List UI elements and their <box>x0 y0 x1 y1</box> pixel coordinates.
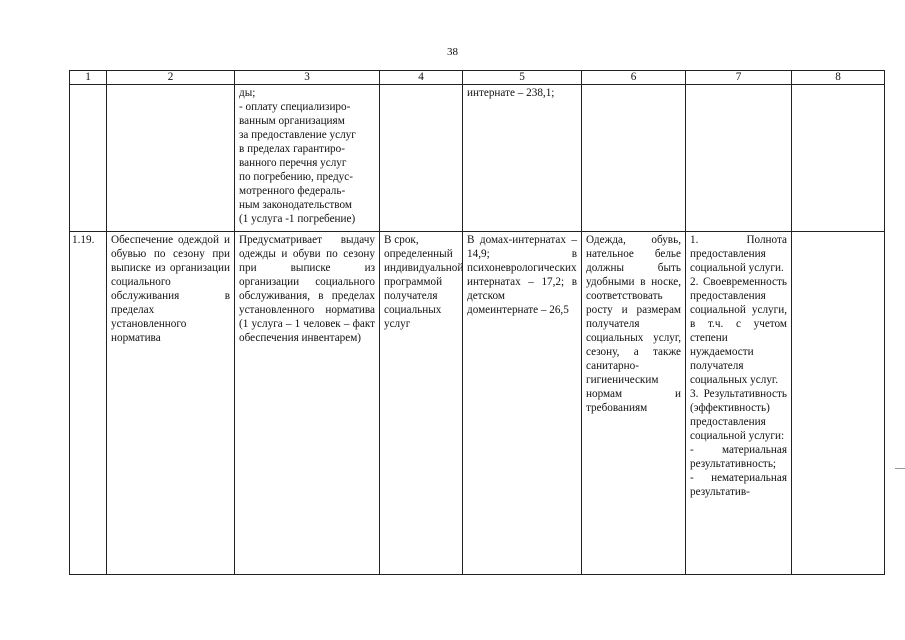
cell-quality <box>582 85 686 232</box>
cell-term: В срок, определенный индивидуальной программой получателя социальных услуг <box>380 232 463 575</box>
cell-quality: Одежда, обувь, нательное белье должны быть удобными в носке, соответствовать росту и размерам получателя социальных услуг, сезону, а также санитарно-гигиеническим нормам и требованиям <box>582 232 686 575</box>
cell-service-name: Обеспечение одеждой и обувью по сезону при выписке из организации социального обслуживания в пределах установленного норматива <box>107 232 235 575</box>
page-number: 38 <box>447 46 458 58</box>
cell-evaluation <box>686 232 792 575</box>
text-line: за предоставление услуг <box>239 129 356 141</box>
services-table <box>69 70 885 575</box>
cell-tariff: интернате – 238,1; <box>463 85 582 232</box>
cell-evaluation <box>686 85 792 232</box>
column-header-4: 4 <box>380 71 463 85</box>
cell-description: Предусматривает выдачу одежды и обуви по сезону при выписке из организации социального обслуживания, в пределах установленного норматива (1 услуга – 1 человек – факт обеспечения инвентарем) <box>235 232 380 575</box>
table-row <box>70 85 885 232</box>
cell-notes <box>792 85 885 232</box>
list-item: 3. Результативность (эффективность) предоставления социальной услуги: <box>690 388 787 442</box>
cell-number <box>70 85 107 232</box>
scan-edge-mark <box>895 468 905 469</box>
column-header-1: 1 <box>70 71 107 85</box>
cell-notes <box>792 232 885 575</box>
column-header-7: 7 <box>686 71 792 85</box>
list-item: 2. Своевременность предоставления социальной услуги, в т.ч. с учетом степени нуждаемости получателя социальных услуг. <box>690 276 787 386</box>
text-line: по погребению, предус- <box>239 171 353 183</box>
list-item: - материальная результативность; <box>690 444 787 470</box>
text-line: мотренного федераль- <box>239 185 346 197</box>
cell-service-name <box>107 85 235 232</box>
table-row <box>70 232 885 575</box>
text-line: ды; <box>239 87 256 99</box>
cell-term <box>380 85 463 232</box>
list-item: - нематериальная результатив- <box>690 472 787 498</box>
column-header-5: 5 <box>463 71 582 85</box>
text-line: в пределах гарантиро- <box>239 143 345 155</box>
text-line: ванного перечня услуг <box>239 157 347 169</box>
cell-description <box>235 85 380 232</box>
cell-tariff: В домах-интернатах – 14,9; в психоневрологических интернатах – 17,2; в детском домеинтернате – 26,5 <box>463 232 582 575</box>
cell-number: 1.19. <box>70 232 107 575</box>
column-header-8: 8 <box>792 71 885 85</box>
text-line: - оплату специализиро- <box>239 101 351 113</box>
column-header-2: 2 <box>107 71 235 85</box>
text-line: ным законодательством <box>239 199 352 211</box>
column-header-6: 6 <box>582 71 686 85</box>
header-row <box>70 71 885 85</box>
text-line: (1 услуга -1 погребение) <box>239 213 356 225</box>
column-header-3: 3 <box>235 71 380 85</box>
list-item: 1. Полнота предоставления социальной услуги. <box>690 234 787 274</box>
text-line: ванным организациям <box>239 115 345 127</box>
